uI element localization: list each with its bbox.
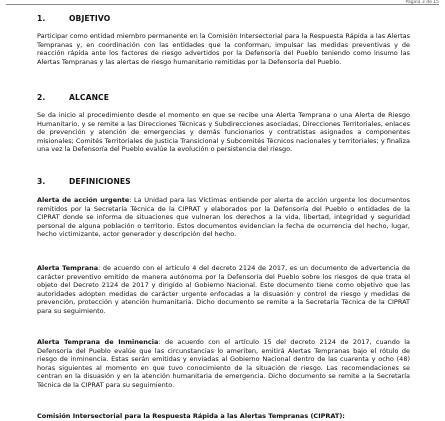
section-number: 3. [37, 177, 46, 186]
section-title: OBJETIVO [69, 14, 111, 23]
section-number: 2. [37, 93, 46, 102]
header-rule [6, 4, 439, 5]
definition-term: Alerta Temprana de Inminencia [37, 338, 159, 346]
section-heading-definiciones [37, 177, 131, 186]
definition-term: Comisión Intersectorial para la Respuesta Rápida a las Alertas Tempranas (CIPRAT): [37, 412, 345, 420]
alcance-paragraph: Se da inicio al procedimiento desde el momento en que se recibe una Alerta Temprana o una Alerta de Riesgo Humanitario, y se remite a las Direcciones Técnicas y Subdirecciones asociadas, Direcciones Territoriales, enlaces de prevención y atención de emergencias y demás funcionarios y contratistas asignados a componentes misionales; Comités Territoriales de Justicia Transicional y Subcomités Técnicos nacionales y territoriales; y finaliza una vez la Defensoría del Pueblo evalúe la evolución o persistencia del riesgo. [37, 111, 410, 154]
page-number: Página 3 de 15 [405, 0, 439, 5]
definition-term: Alerta de acción urgente [37, 196, 130, 204]
definition-text: : de acuerdo con el artículo 4 del decreto 2124 de 2017, es un documento de advertencia de carácter preventivo emitido de manera autónoma por la Defensoría del Pueblo sobre los riesgos de que trata el objeto del Decreto 2124 de 2017 y dirigido al Gobierno Nacional. Este documento tiene como objetivo que las autoridades adopten medidas de carácter urgente enfocadas a la disuasión y control de riesgo y medidas de prevención, protección y atención humanitaria. Dicho documento se remite a la Secretaría Técnica de la CIPRAT para su seguimiento. [37, 264, 410, 315]
section-heading-objetivo [37, 14, 110, 23]
definition-alerta-temprana [37, 264, 410, 316]
section-heading-alcance [37, 93, 109, 102]
section-number: 1. [37, 14, 46, 23]
definition-term: Alerta Temprana [37, 264, 99, 272]
objetivo-paragraph: Participar como entidad miembro permanente en la Comisión Intersectorial para la Respuesta Rápida a las Alertas Tempranas y, en coordinación con las entidades que la conforman, impulsar las medidas preventivas y de reacción rápida ante los factores de riesgo advertidos por la Defensoría del Pueblo teniendo como insumo las Alertas Tempranas y las alertas de riesgo humanitario remitidas por la Defensoría del Pueblo. [37, 32, 410, 66]
definition-text: : de acuerdo con el artículo 15 del decreto 2124 de 2017, cuando la Defensoría del Pueblo evalúe que las circunstancias lo ameriten, emitirá Alertas Tempranas bajo el rótulo de riesgo de inminencia. Estas serán emitidas y enviadas al Gobierno Nacional dentro de las cuarenta y ocho (48) horas siguientes al momento en que tuvo conocimiento de la situación de riesgo. Las recomendaciones se centran en la disuasión y en la atención humanitaria de emergencia. Dicho documento se remite a la Secretaría Técnica de la CIPRAT para su seguimiento. [37, 338, 411, 389]
definition-alerta-temprana-inminencia [37, 338, 410, 390]
section-title: DEFINICIONES [69, 177, 131, 186]
definition-ciprat [37, 412, 410, 421]
section-title: ALCANCE [69, 93, 109, 102]
definition-text: : La Unidad para las Víctimas entiende por alerta de acción urgente los documentos remitidos por la Secretaría Técnica de la CIPRAT y elaborados por la Defensoría del Pueblo o entidades de la CIPRAT donde se informa de situaciones que vulneran los derechos a la vida, libertad, integridad y seguridad personal de alguna población o territorio. Estos documentos evidencian la fecha de ocurrencia del hecho, lugar, hecho victimizante, actor generador y descripción del hecho. [37, 196, 410, 239]
definition-alerta-accion-urgente [37, 196, 410, 239]
